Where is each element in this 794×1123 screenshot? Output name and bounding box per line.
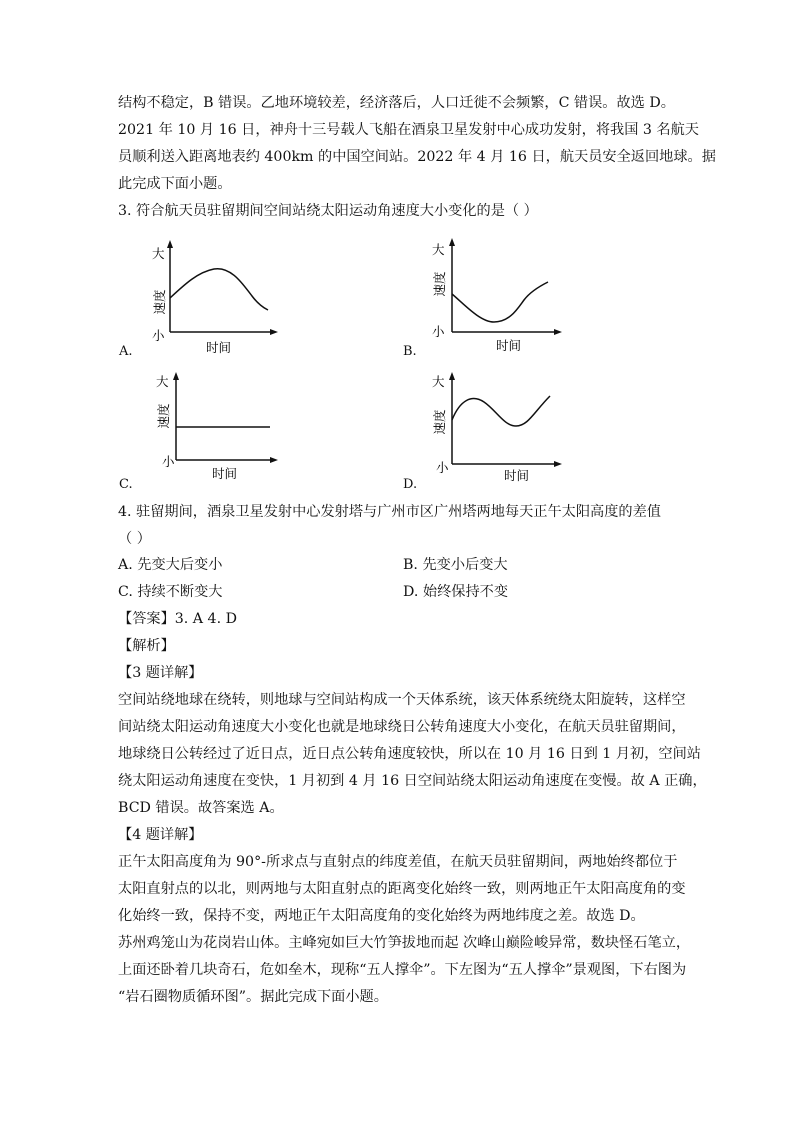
y-axis-title: 速度 [432, 409, 447, 435]
y-axis-top-label: 大 [432, 374, 445, 389]
y-axis-bottom-label: 小 [152, 328, 165, 343]
text-line: 结构不稳定，B 错误。乙地环境较差，经济落后，人口迁徙不会频繁，C 错误。故选 D。 [118, 95, 675, 111]
y-axis-title: 速度 [432, 271, 447, 297]
x-axis-title: 时间 [206, 340, 232, 355]
option-letter-a: A. [119, 344, 133, 359]
graph-b [424, 236, 564, 360]
question-4: 4. 驻留期间，酒泉卫星发射中心发射塔与广州市区广州塔两地每天正午太阳高度的差值 [118, 504, 661, 520]
text-line: BCD 错误。故答案选 A。 [118, 800, 284, 816]
graph-c [140, 368, 280, 492]
q3-detail-heading: 【3 题详解】 [118, 665, 203, 681]
text-line: 上面还卧着几块奇石，危如垒木，现称“五人撑伞”。下左图为“五人撑伞”景观图，下右图为 [118, 962, 687, 978]
axes [449, 238, 562, 335]
graph-a [140, 236, 280, 360]
q4-option-a: A. 先变大后变小 [118, 557, 223, 573]
x-axis-title: 时间 [504, 468, 530, 483]
option-letter-b: B. [403, 344, 417, 359]
text-line: 间站绕太阳运动角速度大小变化也就是地球绕日公转角速度大小变化，在航天员驻留期间， [118, 719, 686, 735]
x-axis-title: 时间 [212, 466, 238, 481]
text-line: 员顺利送入距离地表约 400km 的中国空间站。2022 年 4 月 16 日，航天员安全返回地球。据 [118, 149, 716, 165]
y-axis-title: 速度 [156, 403, 171, 429]
question-3: 3. 符合航天员驻留期间空间站绕太阳运动角速度大小变化的是（ ） [118, 203, 538, 219]
analysis-heading: 【解析】 [118, 638, 175, 654]
y-axis-bottom-label: 小 [162, 454, 175, 469]
axes [449, 372, 562, 467]
speed-curve [452, 396, 550, 426]
text-line: 地球绕日公转经过了近日点，近日点公转角速度较快，所以在 10 月 16 日到 1 月初，空间站 [118, 746, 701, 762]
text-line: 化始终一致，保持不变，两地正午太阳高度角的变化始终为两地纬度之差。故选 D。 [118, 908, 645, 924]
y-axis-bottom-label: 小 [436, 460, 449, 475]
axes [173, 372, 278, 463]
text-line: 空间站绕地球在绕转，则地球与空间站构成一个天体系统，该天体系统绕太阳旋转，这样空 [118, 692, 686, 708]
text-line: “岩石圈物质循环图”。据此完成下面小题。 [118, 989, 388, 1005]
question-4-paren: （ ） [118, 531, 151, 547]
answer-line: 【答案】3. A 4. D [118, 611, 237, 627]
text-line: 正午太阳高度角为 90°-所求点与直射点的纬度差值，在航天员驻留期间，两地始终都位于 [118, 854, 678, 870]
text-line: 此完成下面小题。 [118, 176, 232, 192]
y-axis-title: 速度 [152, 289, 167, 315]
text-line: 绕太阳运动角速度在变快，1 月初到 4 月 16 日空间站绕太阳运动角速度在变慢。故 A 正确， [118, 773, 707, 789]
text-line: 2021 年 10 月 16 日，神舟十三号载人飞船在酒泉卫星发射中心成功发射，将我国 3 名航天 [118, 122, 699, 138]
y-axis-top-label: 大 [152, 246, 165, 261]
option-letter-c: C. [119, 477, 133, 492]
option-letter-d: D. [403, 477, 418, 492]
q4-detail-heading: 【4 题详解】 [118, 827, 203, 843]
graph-d [424, 368, 564, 492]
q4-option-b: B. 先变小后变大 [403, 557, 508, 573]
text-line: 苏州鸡笼山为花岗岩山体。主峰宛如巨大竹笋拔地而起 次峰山巅险峻异常，数块怪石笔立， [118, 935, 691, 951]
text-line: 太阳直射点的以北，则两地与太阳直射点的距离变化始终一致，则两地正午太阳高度角的变 [118, 881, 686, 897]
speed-curve [452, 282, 548, 322]
y-axis-bottom-label: 小 [432, 324, 445, 339]
y-axis-top-label: 大 [156, 374, 169, 389]
axes [167, 240, 278, 335]
x-axis-title: 时间 [496, 338, 522, 353]
q4-option-c: C. 持续不断变大 [118, 584, 223, 600]
speed-curve [170, 269, 268, 310]
y-axis-top-label: 大 [432, 242, 445, 257]
q4-option-d: D. 始终保持不变 [403, 584, 509, 600]
